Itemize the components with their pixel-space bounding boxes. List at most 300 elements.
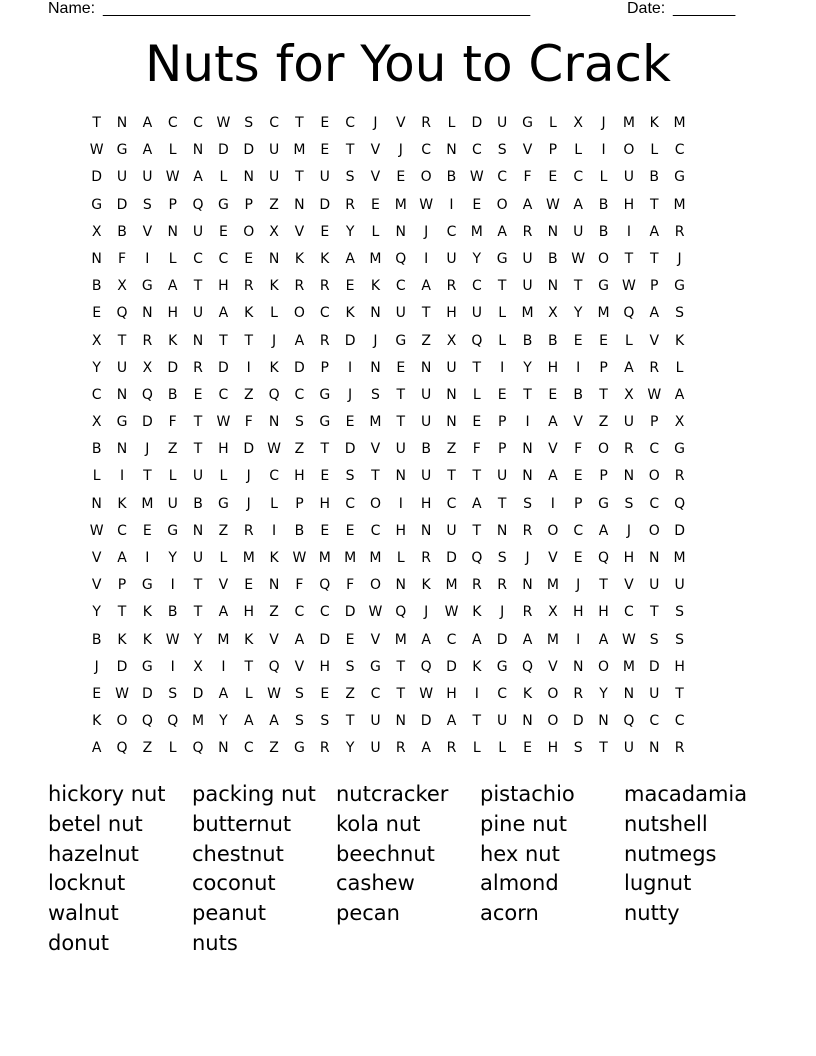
grid-cell[interactable]: U	[522, 278, 533, 295]
grid-cell[interactable]: D	[218, 359, 229, 376]
grid-cell[interactable]: J	[500, 604, 505, 621]
grid-cell[interactable]: W	[292, 550, 307, 566]
grid-cell[interactable]: X	[573, 115, 583, 131]
grid-cell[interactable]: S	[244, 115, 254, 131]
grid-cell[interactable]: E	[548, 169, 558, 186]
grid-cell[interactable]: B	[117, 223, 127, 240]
grid-cell[interactable]: D	[116, 196, 128, 213]
grid-cell[interactable]: C	[193, 250, 203, 267]
grid-cell[interactable]: U	[395, 305, 406, 322]
grid-cell[interactable]: K	[472, 604, 482, 621]
grid-cell[interactable]: T	[447, 468, 456, 485]
grid-cell[interactable]: G	[141, 658, 153, 675]
grid-cell[interactable]: T	[244, 658, 254, 675]
grid-cell[interactable]: U	[446, 250, 457, 267]
grid-cell[interactable]: N	[192, 142, 204, 159]
grid-cell[interactable]: J	[373, 332, 378, 349]
grid-cell[interactable]: S	[624, 495, 634, 512]
grid-cell[interactable]: F	[523, 169, 532, 186]
grid-cell[interactable]: Q	[319, 577, 331, 594]
grid-cell[interactable]: Y	[345, 740, 355, 757]
grid-cell[interactable]: A	[624, 359, 634, 376]
grid-cell[interactable]: P	[548, 142, 558, 159]
grid-cell[interactable]: M	[369, 414, 382, 431]
grid-cell[interactable]: T	[497, 278, 507, 295]
grid-cell[interactable]: A	[167, 278, 178, 295]
grid-cell[interactable]: E	[320, 115, 330, 131]
grid-cell[interactable]: F	[244, 414, 253, 431]
grid-cell[interactable]: M	[673, 550, 686, 566]
grid-cell[interactable]: D	[243, 142, 255, 159]
grid-cell[interactable]: W	[216, 414, 231, 431]
grid-cell[interactable]: O	[598, 250, 610, 267]
grid-cell[interactable]: Y	[92, 604, 101, 621]
grid-cell[interactable]: X	[446, 332, 457, 349]
grid-cell[interactable]: X	[548, 305, 558, 322]
grid-cell[interactable]: N	[268, 577, 280, 594]
grid-cell[interactable]: D	[243, 441, 255, 458]
grid-cell[interactable]: V	[269, 631, 279, 648]
grid-cell[interactable]: U	[116, 169, 128, 186]
grid-cell[interactable]: U	[319, 169, 330, 186]
grid-cell[interactable]: D	[192, 685, 204, 702]
grid-cell[interactable]: T	[472, 468, 482, 485]
grid-cell[interactable]: A	[421, 278, 431, 295]
grid-cell[interactable]: M	[394, 196, 407, 213]
grid-cell[interactable]: C	[497, 169, 508, 186]
grid-cell[interactable]: W	[621, 278, 636, 295]
grid-cell[interactable]: D	[319, 196, 331, 213]
grid-cell[interactable]: B	[649, 169, 660, 186]
grid-cell[interactable]: E	[371, 196, 380, 213]
grid-cell[interactable]: L	[498, 332, 507, 349]
grid-cell[interactable]: M	[597, 305, 610, 322]
grid-cell[interactable]: I	[119, 468, 125, 485]
grid-cell[interactable]: T	[472, 713, 482, 730]
grid-cell[interactable]: B	[548, 250, 558, 267]
grid-cell[interactable]: Z	[421, 332, 431, 349]
grid-cell[interactable]: T	[143, 468, 152, 485]
grid-cell[interactable]: D	[218, 142, 229, 159]
grid-cell[interactable]: J	[576, 577, 581, 594]
grid-cell[interactable]: G	[319, 386, 331, 403]
grid-cell[interactable]: D	[167, 359, 179, 376]
grid-cell[interactable]: R	[446, 740, 457, 757]
grid-cell[interactable]: J	[145, 441, 150, 458]
grid-cell[interactable]: M	[394, 631, 407, 648]
grid-cell[interactable]: K	[244, 631, 254, 648]
grid-cell[interactable]: W	[165, 169, 180, 186]
grid-cell[interactable]: I	[348, 359, 353, 376]
grid-cell[interactable]: S	[675, 305, 685, 322]
grid-cell[interactable]: O	[243, 223, 255, 240]
grid-cell[interactable]: R	[421, 115, 431, 131]
grid-cell[interactable]: T	[295, 115, 304, 131]
grid-cell[interactable]: G	[395, 332, 407, 349]
grid-cell[interactable]: U	[623, 169, 635, 186]
grid-cell[interactable]: L	[270, 495, 278, 512]
grid-cell[interactable]: H	[623, 550, 635, 566]
grid-cell[interactable]: W	[368, 604, 383, 621]
grid-cell[interactable]: U	[446, 359, 457, 376]
grid-cell[interactable]: S	[371, 386, 380, 403]
grid-cell[interactable]: C	[294, 386, 305, 403]
grid-cell[interactable]: E	[244, 577, 254, 594]
grid-cell[interactable]: N	[496, 522, 508, 539]
grid-cell[interactable]: H	[420, 495, 432, 512]
grid-cell[interactable]: L	[447, 115, 456, 131]
grid-cell[interactable]: K	[649, 115, 659, 131]
grid-cell[interactable]: C	[269, 468, 279, 485]
grid-cell[interactable]: V	[218, 577, 229, 594]
grid-cell[interactable]: N	[142, 305, 153, 322]
grid-cell[interactable]: C	[649, 713, 660, 730]
grid-cell[interactable]: Q	[522, 658, 534, 675]
grid-cell[interactable]: L	[168, 468, 177, 485]
grid-cell[interactable]: A	[497, 223, 507, 240]
grid-cell[interactable]: Q	[598, 550, 610, 566]
grid-cell[interactable]: T	[244, 332, 254, 349]
grid-cell[interactable]: N	[395, 713, 407, 730]
grid-cell[interactable]: E	[92, 305, 102, 322]
grid-cell[interactable]: Q	[268, 658, 280, 675]
grid-cell[interactable]: C	[294, 604, 305, 621]
grid-cell[interactable]: U	[370, 713, 381, 730]
grid-cell[interactable]: C	[395, 278, 406, 295]
grid-cell[interactable]: S	[294, 685, 304, 702]
grid-cell[interactable]: L	[498, 305, 507, 322]
grid-cell[interactable]: Q	[116, 740, 128, 757]
grid-cell[interactable]: T	[320, 441, 330, 458]
grid-cell[interactable]: Z	[294, 441, 305, 458]
grid-cell[interactable]: R	[319, 332, 330, 349]
grid-cell[interactable]: L	[498, 740, 507, 757]
grid-cell[interactable]: M	[673, 115, 686, 131]
grid-cell[interactable]: A	[598, 522, 609, 539]
grid-cell[interactable]: G	[674, 441, 685, 458]
grid-cell[interactable]: Y	[168, 550, 177, 566]
grid-cell[interactable]: S	[675, 631, 685, 648]
grid-cell[interactable]: T	[117, 604, 127, 621]
grid-cell[interactable]: V	[548, 441, 558, 458]
grid-cell[interactable]: T	[421, 305, 431, 322]
grid-cell[interactable]: D	[674, 522, 685, 539]
grid-cell[interactable]: W	[267, 685, 281, 702]
grid-cell[interactable]: C	[91, 386, 102, 403]
grid-cell[interactable]: B	[421, 441, 431, 458]
grid-cell[interactable]: T	[649, 250, 659, 267]
grid-cell[interactable]: O	[293, 305, 305, 322]
grid-cell[interactable]: K	[168, 332, 178, 349]
grid-cell[interactable]: Q	[141, 713, 153, 730]
grid-cell[interactable]: U	[497, 468, 508, 485]
grid-cell[interactable]: D	[446, 550, 457, 566]
grid-cell[interactable]: U	[446, 522, 457, 539]
grid-cell[interactable]: N	[116, 441, 128, 458]
grid-cell[interactable]: X	[91, 332, 102, 349]
grid-cell[interactable]: M	[546, 631, 559, 648]
grid-cell[interactable]: U	[674, 577, 685, 594]
grid-cell[interactable]: Q	[395, 604, 407, 621]
grid-cell[interactable]: M	[344, 550, 357, 566]
grid-cell[interactable]: V	[370, 169, 381, 186]
grid-cell[interactable]: W	[115, 685, 129, 702]
grid-cell[interactable]: Q	[471, 550, 483, 566]
grid-cell[interactable]: C	[674, 713, 685, 730]
grid-cell[interactable]: Z	[269, 604, 279, 621]
grid-cell[interactable]: D	[91, 169, 103, 186]
grid-cell[interactable]: W	[419, 196, 434, 213]
grid-cell[interactable]: N	[522, 441, 533, 458]
grid-cell[interactable]: P	[573, 495, 583, 512]
grid-cell[interactable]: B	[522, 332, 533, 349]
grid-cell[interactable]: T	[193, 604, 203, 621]
grid-cell[interactable]: P	[117, 577, 127, 594]
grid-cell[interactable]: F	[117, 250, 127, 267]
grid-cell[interactable]: Y	[193, 631, 203, 648]
grid-cell[interactable]: M	[242, 550, 255, 566]
grid-cell[interactable]: I	[576, 359, 581, 376]
grid-cell[interactable]: G	[674, 278, 685, 295]
grid-cell[interactable]: E	[548, 386, 558, 403]
grid-cell[interactable]: W	[444, 604, 459, 621]
grid-cell[interactable]: X	[142, 359, 153, 376]
grid-cell[interactable]: I	[398, 495, 403, 512]
grid-cell[interactable]: A	[117, 550, 127, 566]
grid-cell[interactable]: A	[472, 631, 482, 648]
grid-cell[interactable]: G	[674, 169, 685, 186]
grid-cell[interactable]: O	[547, 713, 559, 730]
grid-cell[interactable]: C	[370, 522, 381, 539]
grid-cell[interactable]: A	[193, 169, 203, 186]
grid-cell[interactable]: A	[345, 250, 355, 267]
grid-cell[interactable]: N	[522, 713, 533, 730]
grid-cell[interactable]: J	[525, 550, 530, 566]
grid-cell[interactable]: I	[170, 577, 175, 594]
grid-cell[interactable]: B	[167, 604, 178, 621]
grid-cell[interactable]: R	[522, 522, 533, 539]
grid-cell[interactable]: C	[573, 169, 584, 186]
grid-cell[interactable]: R	[421, 550, 431, 566]
grid-cell[interactable]: B	[91, 441, 102, 458]
grid-cell[interactable]: I	[145, 250, 150, 267]
grid-cell[interactable]: U	[192, 223, 204, 240]
grid-cell[interactable]: R	[193, 359, 203, 376]
grid-cell[interactable]: V	[294, 223, 305, 240]
grid-cell[interactable]: C	[649, 441, 660, 458]
grid-cell[interactable]: L	[624, 332, 633, 349]
grid-cell[interactable]: G	[167, 522, 179, 539]
grid-cell[interactable]: O	[369, 577, 381, 594]
grid-cell[interactable]: R	[142, 332, 153, 349]
grid-cell[interactable]: A	[421, 740, 431, 757]
grid-cell[interactable]: K	[320, 250, 330, 267]
grid-cell[interactable]: S	[497, 142, 507, 159]
grid-cell[interactable]: R	[674, 223, 685, 240]
grid-cell[interactable]: X	[117, 278, 127, 295]
grid-cell[interactable]: D	[141, 685, 153, 702]
grid-cell[interactable]: B	[446, 169, 457, 186]
grid-cell[interactable]: H	[218, 278, 229, 295]
grid-cell[interactable]: I	[474, 685, 479, 702]
grid-cell[interactable]: U	[522, 250, 533, 267]
grid-cell[interactable]: N	[648, 740, 660, 757]
grid-cell[interactable]: Q	[192, 740, 204, 757]
grid-cell[interactable]: U	[421, 386, 432, 403]
grid-cell[interactable]: A	[522, 196, 533, 213]
grid-cell[interactable]: J	[398, 142, 403, 159]
grid-cell[interactable]: D	[496, 631, 508, 648]
grid-cell[interactable]: G	[522, 115, 533, 131]
grid-cell[interactable]: Z	[142, 740, 153, 757]
grid-cell[interactable]: J	[348, 386, 353, 403]
grid-cell[interactable]: R	[573, 685, 584, 702]
grid-cell[interactable]: C	[370, 685, 381, 702]
grid-cell[interactable]: N	[116, 115, 128, 131]
grid-cell[interactable]: J	[424, 223, 429, 240]
grid-cell[interactable]: N	[522, 577, 533, 594]
grid-cell[interactable]: K	[674, 332, 685, 349]
grid-cell[interactable]: K	[345, 305, 355, 322]
grid-cell[interactable]: H	[446, 305, 457, 322]
grid-cell[interactable]: A	[243, 713, 254, 730]
grid-cell[interactable]: N	[370, 359, 381, 376]
grid-cell[interactable]: I	[246, 359, 251, 376]
grid-cell[interactable]: R	[497, 577, 508, 594]
grid-cell[interactable]: G	[496, 658, 508, 675]
grid-cell[interactable]: T	[219, 332, 228, 349]
grid-cell[interactable]: M	[293, 142, 306, 159]
grid-cell[interactable]: R	[345, 196, 355, 213]
grid-cell[interactable]: H	[674, 658, 685, 675]
grid-cell[interactable]: H	[547, 359, 559, 376]
grid-cell[interactable]: P	[599, 468, 608, 485]
grid-cell[interactable]: M	[470, 223, 483, 240]
grid-cell[interactable]: R	[522, 604, 533, 621]
grid-cell[interactable]: C	[446, 223, 457, 240]
grid-cell[interactable]: D	[572, 713, 584, 730]
date-field[interactable]: _______	[673, 0, 736, 17]
grid-cell[interactable]: P	[168, 196, 177, 213]
grid-cell[interactable]: T	[92, 115, 101, 131]
grid-cell[interactable]: N	[91, 495, 102, 512]
grid-cell[interactable]: N	[395, 223, 407, 240]
grid-cell[interactable]: D	[294, 359, 305, 376]
grid-cell[interactable]: U	[573, 223, 584, 240]
grid-cell[interactable]: T	[396, 386, 406, 403]
grid-cell[interactable]: O	[623, 142, 635, 159]
grid-cell[interactable]: N	[192, 522, 204, 539]
grid-cell[interactable]: E	[320, 522, 330, 539]
grid-cell[interactable]: U	[497, 115, 508, 131]
grid-cell[interactable]: F	[168, 414, 177, 431]
grid-cell[interactable]: U	[395, 441, 406, 458]
grid-cell[interactable]: S	[573, 740, 583, 757]
grid-cell[interactable]: A	[421, 631, 431, 648]
grid-cell[interactable]: T	[624, 250, 634, 267]
grid-cell[interactable]: O	[648, 522, 660, 539]
grid-cell[interactable]: O	[598, 658, 610, 675]
grid-cell[interactable]: C	[345, 115, 355, 131]
grid-cell[interactable]: L	[244, 685, 253, 702]
grid-cell[interactable]: P	[320, 359, 329, 376]
grid-cell[interactable]: R	[319, 278, 330, 295]
grid-cell[interactable]: K	[294, 250, 305, 267]
grid-cell[interactable]: D	[344, 441, 356, 458]
grid-cell[interactable]: B	[193, 495, 203, 512]
grid-cell[interactable]: H	[547, 740, 559, 757]
grid-cell[interactable]: R	[624, 441, 634, 458]
grid-cell[interactable]: Y	[92, 359, 101, 376]
grid-cell[interactable]: V	[624, 577, 634, 594]
grid-cell[interactable]: K	[117, 631, 127, 648]
grid-cell[interactable]: A	[674, 386, 685, 403]
grid-cell[interactable]: A	[269, 713, 279, 730]
grid-cell[interactable]: E	[345, 278, 355, 295]
grid-cell[interactable]: F	[346, 577, 355, 594]
grid-cell[interactable]: H	[572, 604, 584, 621]
grid-cell[interactable]: U	[192, 305, 204, 322]
grid-cell[interactable]: N	[218, 740, 229, 757]
grid-cell[interactable]: H	[319, 658, 331, 675]
grid-cell[interactable]: W	[267, 441, 281, 458]
grid-cell[interactable]: O	[598, 441, 610, 458]
grid-cell[interactable]: I	[449, 196, 454, 213]
grid-cell[interactable]: J	[601, 115, 606, 131]
grid-cell[interactable]: N	[395, 577, 407, 594]
grid-cell[interactable]: U	[370, 740, 381, 757]
grid-cell[interactable]: N	[547, 278, 559, 295]
grid-cell[interactable]: V	[548, 658, 558, 675]
grid-cell[interactable]: Q	[674, 495, 686, 512]
grid-cell[interactable]: O	[547, 522, 559, 539]
grid-cell[interactable]: I	[525, 414, 530, 431]
grid-cell[interactable]: V	[649, 332, 660, 349]
grid-cell[interactable]: H	[218, 441, 229, 458]
grid-cell[interactable]: L	[650, 142, 659, 159]
grid-cell[interactable]: H	[598, 604, 609, 621]
grid-cell[interactable]: A	[294, 332, 305, 349]
grid-cell[interactable]: E	[320, 685, 330, 702]
grid-cell[interactable]: T	[599, 577, 608, 594]
grid-cell[interactable]: I	[145, 550, 150, 566]
grid-cell[interactable]: Q	[623, 713, 635, 730]
grid-cell[interactable]: N	[420, 359, 432, 376]
grid-cell[interactable]: O	[648, 468, 660, 485]
grid-cell[interactable]: M	[445, 577, 458, 594]
grid-cell[interactable]: Z	[218, 522, 229, 539]
grid-cell[interactable]: E	[92, 685, 102, 702]
grid-cell[interactable]: M	[192, 713, 205, 730]
grid-cell[interactable]: H	[167, 305, 178, 322]
grid-cell[interactable]: H	[294, 468, 305, 485]
grid-cell[interactable]: N	[446, 414, 457, 431]
grid-cell[interactable]: U	[497, 713, 508, 730]
grid-cell[interactable]: G	[319, 414, 331, 431]
grid-cell[interactable]: N	[623, 685, 635, 702]
grid-cell[interactable]: V	[370, 441, 381, 458]
grid-cell[interactable]: C	[649, 495, 660, 512]
grid-cell[interactable]: X	[269, 223, 279, 240]
grid-cell[interactable]: L	[219, 169, 228, 186]
grid-cell[interactable]: U	[192, 550, 204, 566]
grid-cell[interactable]: U	[167, 495, 178, 512]
grid-cell[interactable]: Q	[141, 386, 153, 403]
grid-cell[interactable]: T	[396, 658, 406, 675]
grid-cell[interactable]: E	[320, 223, 330, 240]
grid-cell[interactable]: C	[471, 278, 482, 295]
grid-cell[interactable]: M	[622, 115, 635, 131]
